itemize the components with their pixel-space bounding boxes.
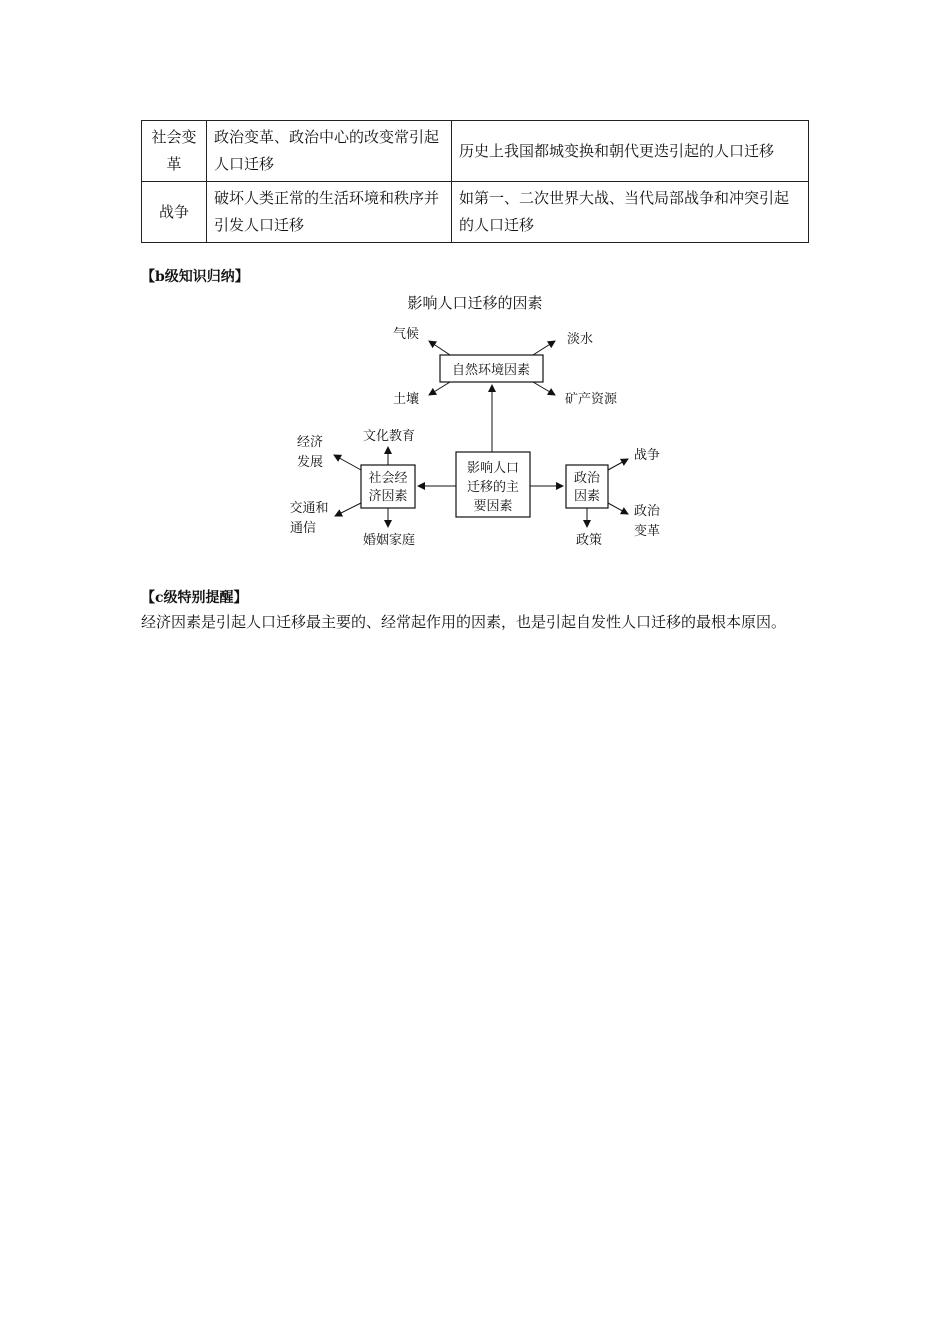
table-cell-factor: 社会变革 bbox=[142, 121, 207, 182]
main-box-line2: 迁移的主 bbox=[466, 480, 520, 495]
diagram-title: 影响人口迁移的因素 bbox=[407, 294, 543, 312]
table-cell-factor: 战争 bbox=[142, 182, 207, 243]
arrow-minerals bbox=[533, 382, 555, 395]
label-soil: 土壤 bbox=[392, 392, 420, 407]
label-culture: 文化教育 bbox=[362, 429, 416, 444]
social-box-line1: 社会经 bbox=[368, 471, 408, 486]
natural-box-label: 自然环境因素 bbox=[451, 363, 531, 378]
table-cell-description: 破坏人类正常的生活环境和秩序并引发人口迁移 bbox=[207, 182, 452, 243]
label-economy-line2: 发展 bbox=[296, 455, 324, 470]
arrow-transport bbox=[335, 503, 361, 516]
section-c-heading: 【c级特别提醒】 bbox=[141, 590, 248, 606]
label-marriage: 婚姻家庭 bbox=[362, 533, 416, 548]
arrow-water bbox=[533, 341, 555, 355]
main-box-line3: 要因素 bbox=[473, 499, 513, 514]
label-war: 战争 bbox=[633, 448, 661, 463]
label-reform-line2: 变革 bbox=[633, 524, 661, 539]
arrow-reform bbox=[608, 503, 628, 514]
arrow-economy bbox=[334, 455, 361, 470]
political-box-line2: 因素 bbox=[573, 489, 601, 504]
table-cell-example: 历史上我国都城变换和朝代更迭引起的人口迁移 bbox=[452, 121, 809, 182]
arrow-soil bbox=[429, 382, 450, 395]
label-climate: 气候 bbox=[392, 327, 420, 342]
section-b-heading: 【b级知识归纳】 bbox=[141, 269, 249, 285]
table-cell-description: 政治变革、政治中心的改变常引起人口迁移 bbox=[207, 121, 452, 182]
arrow-war bbox=[608, 459, 628, 470]
label-transport-line1: 交通和 bbox=[289, 501, 329, 516]
arrow-climate bbox=[429, 341, 450, 355]
label-policy: 政策 bbox=[575, 533, 603, 548]
political-box-line1: 政治 bbox=[573, 471, 601, 486]
label-transport-line2: 通信 bbox=[289, 521, 317, 536]
label-minerals: 矿产资源 bbox=[564, 392, 618, 407]
main-box-line1: 影响人口 bbox=[466, 461, 520, 476]
label-economy-line1: 经济 bbox=[296, 435, 324, 450]
social-box-line2: 济因素 bbox=[368, 489, 408, 504]
label-water: 淡水 bbox=[566, 332, 594, 347]
reminder-text: 经济因素是引起人口迁移最主要的、经常起作用的因素，也是引起自发性人口迁移的最根本原因。 bbox=[141, 613, 787, 631]
table-cell-example: 如第一、二次世界大战、当代局部战争和冲突引起的人口迁移 bbox=[452, 182, 809, 243]
label-reform-line1: 政治 bbox=[633, 504, 661, 519]
